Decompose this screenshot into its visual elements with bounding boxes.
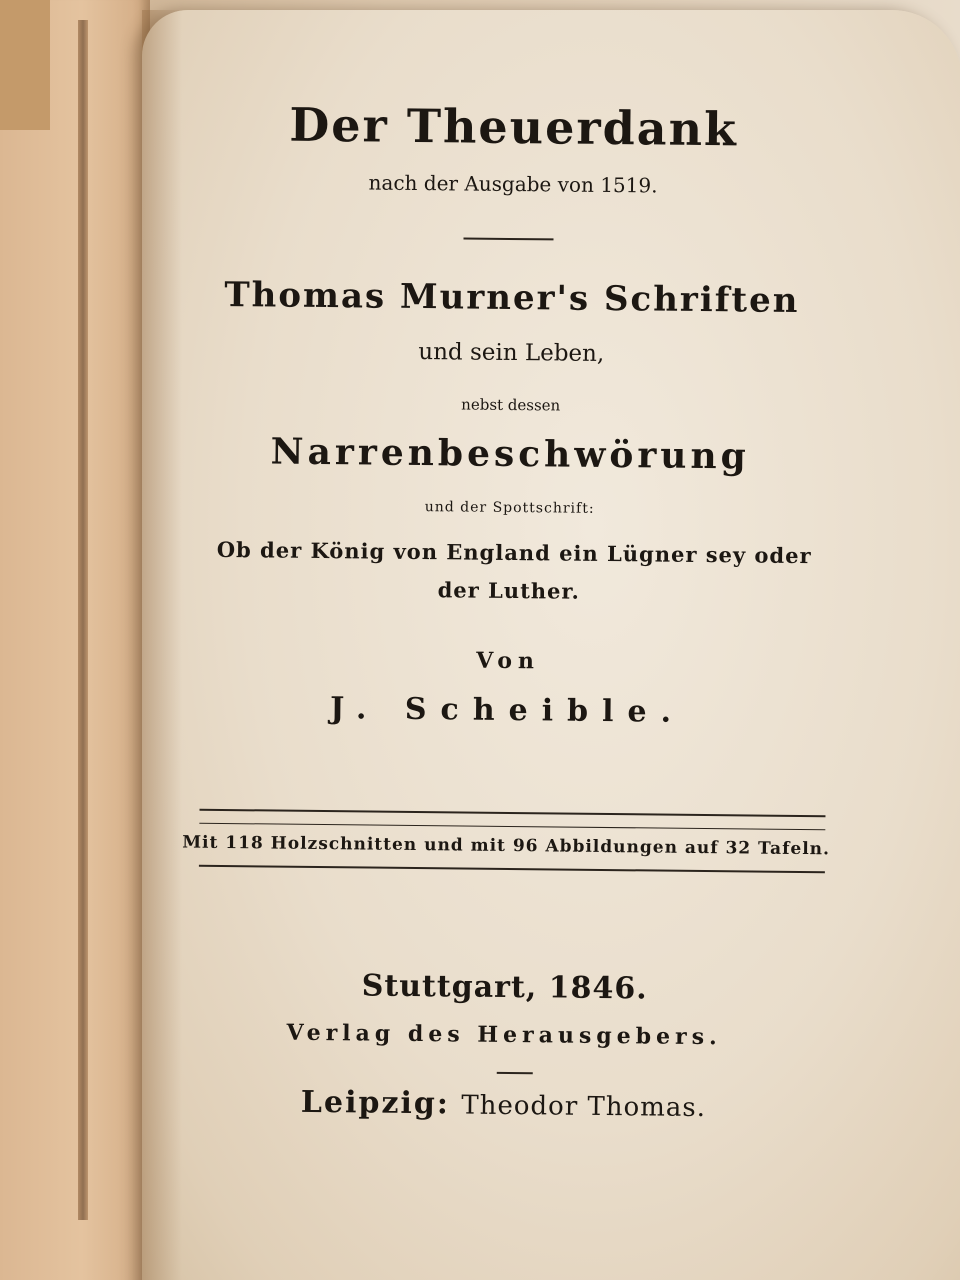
work-subtitle: und sein Leben, xyxy=(418,339,605,367)
distributor-city: Leipzig: xyxy=(300,1084,451,1122)
main-work-title: Narrenbeschwörung xyxy=(270,430,751,478)
by-line: Von xyxy=(476,647,541,675)
illustrations-note: Mit 118 Holzschnitten und mit 96 Abbildungen auf 32 Tafeln. xyxy=(182,832,831,860)
page-gutter-shadow xyxy=(142,10,182,1280)
left-page xyxy=(0,0,150,1280)
book-title: Der Theuerdank xyxy=(289,97,739,157)
divider-tiny xyxy=(497,1072,533,1074)
edition-note: nach der Ausgabe von 1519. xyxy=(368,170,658,198)
tract-title-line-2: der Luther. xyxy=(437,577,581,604)
tract-title-line-1: Ob der König von England ein Lügner sey oder xyxy=(216,536,812,569)
connector-text: nebst dessen xyxy=(461,395,561,415)
left-page-tab xyxy=(0,0,50,130)
city-year: Stuttgart, 1846. xyxy=(361,968,648,1007)
binding-edge xyxy=(78,20,88,1220)
distributor-line xyxy=(178,1084,828,1126)
distributor-name: Theodor Thomas. xyxy=(461,1090,707,1124)
tract-intro: und der Spottschrift: xyxy=(424,499,595,517)
author-name: J. Scheible. xyxy=(329,691,686,730)
publisher: Verlag des Herausgebers. xyxy=(286,1019,722,1051)
work-title: Thomas Murner's Schriften xyxy=(224,274,800,321)
